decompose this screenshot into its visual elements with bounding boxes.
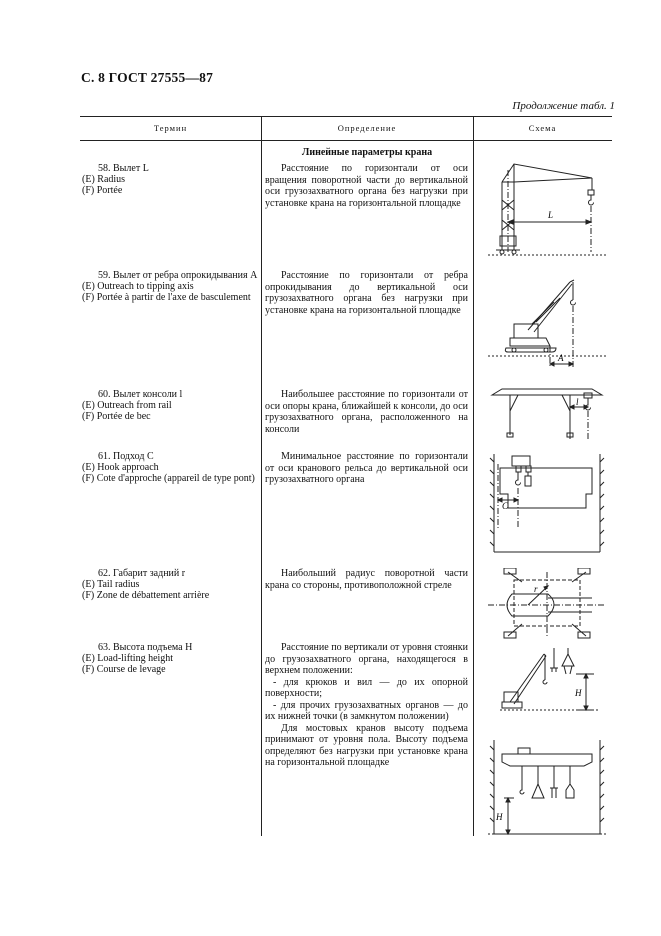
term-fr: (F) Cote d'approche (appareil de type pont) [82, 473, 255, 484]
scheme-label-height-bridge: H [496, 812, 503, 822]
term-fr: (F) Course de levage [82, 664, 166, 675]
term-ru: 59. Вылет от ребра опрокидывания A [98, 270, 258, 281]
definition-text: Для мостовых кранов высоту подъема принимают от уровня пола. Высоту подъема определяют без нагрузки при установке крана на горизонтальной площадке [265, 722, 468, 768]
scheme-console-diagram [488, 385, 606, 443]
term-62 [82, 568, 260, 601]
term-63 [82, 642, 260, 675]
term-en: (E) Hook approach [82, 462, 159, 473]
term-ru: 60. Вылет консоли l [98, 389, 183, 400]
scheme-label-tipping: A [558, 353, 564, 363]
term-ru: 62. Габарит задний r [98, 568, 186, 579]
scheme-label-console: l [576, 397, 579, 407]
definition-63 [265, 642, 468, 769]
column-header-definition: Определение [337, 123, 397, 133]
term-58 [82, 163, 260, 196]
scheme-approach-diagram [488, 448, 606, 556]
definition-text: Расстояние по вертикали от уровня стоянки до грузозахватного органа, находящегося в верхнем положении: [265, 642, 468, 676]
term-ru: 58. Вылет L [98, 163, 149, 174]
scheme-label-height: H [575, 688, 582, 698]
section-title: Линейные параметры крана [301, 147, 433, 158]
definition-60 [265, 389, 468, 435]
scheme-radius-diagram [488, 160, 606, 258]
definition-text: - для крюков и вил — до их опорной поверхности; [265, 676, 468, 699]
term-en: (E) Outreach from rail [82, 400, 172, 411]
term-en: (E) Radius [82, 174, 126, 185]
definition-58 [265, 163, 468, 209]
page-header: С. 8 ГОСТ 27555—87 [81, 70, 214, 85]
table-continuation-note: Продолжение табл. 1 [512, 100, 615, 112]
column-header-scheme: Схема [528, 123, 557, 133]
column-header-term: Термин [153, 123, 188, 133]
scheme-label-radius: L [548, 210, 554, 220]
definition-text: Расстояние по горизонтали от оси вращения поворотной части до вертикальной оси грузозахватного органа без нагрузки при установке крана на горизонтальной площадке [265, 163, 468, 209]
definition-59 [265, 270, 468, 316]
term-en: (E) Tail radius [82, 579, 140, 590]
definition-text: - для прочих грузозахватных органов — до их нижней точки (в замкнутом положении) [265, 699, 468, 722]
term-en: (E) Outreach to tipping axis [82, 281, 194, 292]
column-divider-2 [473, 116, 474, 836]
term-61 [82, 451, 260, 484]
scheme-label-tail: r [534, 584, 538, 594]
definition-text: Наибольший радиус поворотной части крана со стороны, противоположной стреле [265, 568, 468, 591]
definition-text: Минимальное расстояние по горизонтали от оси кранового рельса до вертикальной оси грузозахватного органа [265, 451, 468, 485]
definition-text: Наибольшее расстояние по горизонтали от оси опоры крана, ближайшей к консоли, до оси грузозахватного органа, расположенного на консоли [265, 389, 468, 435]
term-59 [82, 270, 260, 303]
term-60 [82, 389, 260, 422]
term-ru: 61. Подход C [98, 451, 154, 462]
scheme-height-bridge-diagram [488, 738, 606, 836]
term-fr: (F) Zone de débattement arrière [82, 590, 210, 601]
column-divider-1 [261, 116, 262, 836]
term-fr: (F) Portée à partir de l'axe de basculement [82, 292, 251, 303]
term-ru: 63. Высота подъема H [98, 642, 193, 653]
scheme-tail-diagram [488, 568, 606, 640]
scheme-height-jib-diagram [500, 644, 600, 724]
scheme-label-approach: C [502, 501, 509, 511]
term-fr: (F) Portée [82, 185, 123, 196]
definition-text: Расстояние по горизонтали от ребра опрокидывания до вертикальной оси грузозахватного органа без нагрузки при установке крана на горизонтальной площадке [265, 270, 468, 316]
term-fr: (F) Portée de bec [82, 411, 151, 422]
definition-61 [265, 451, 468, 486]
table-header-rule [80, 140, 612, 141]
term-en: (E) Load-lifting height [82, 653, 174, 664]
table-top-rule [80, 116, 612, 117]
definition-62 [265, 568, 468, 591]
scheme-tipping-diagram [488, 272, 606, 370]
